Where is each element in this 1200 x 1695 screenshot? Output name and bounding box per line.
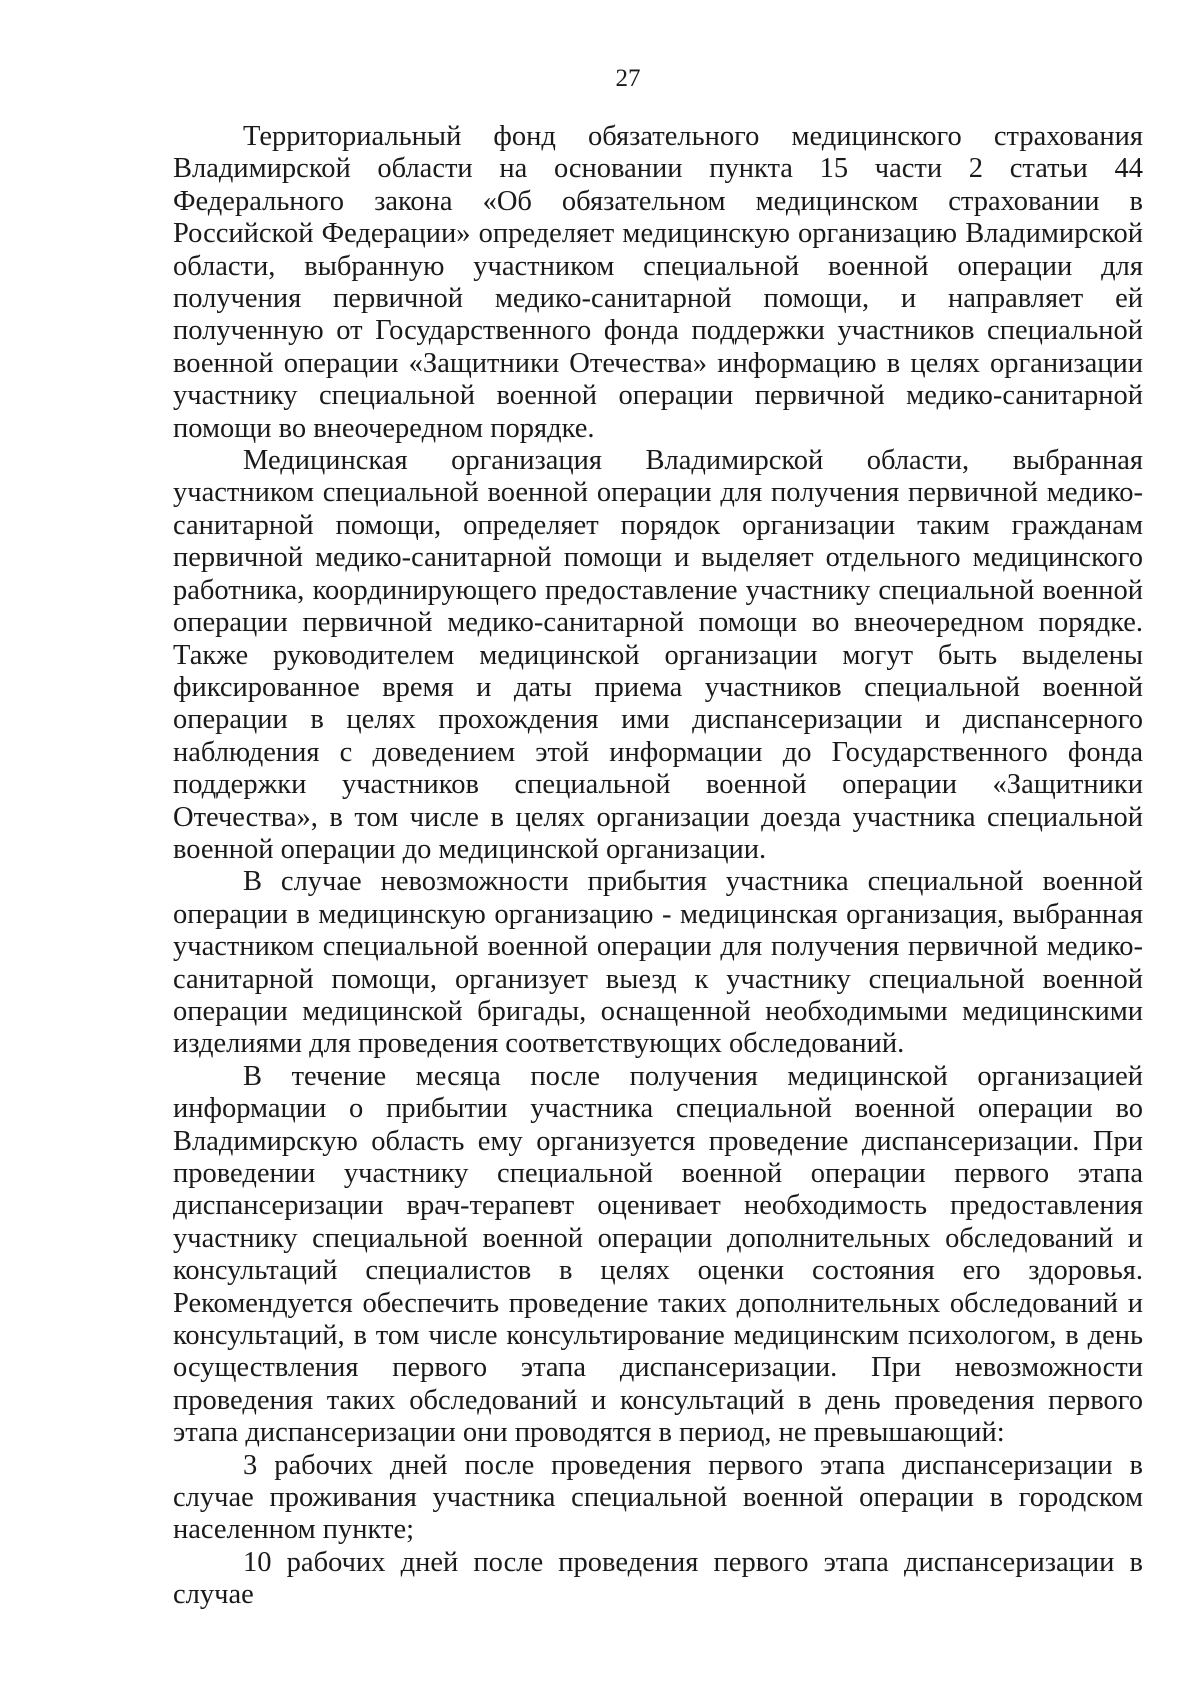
paragraph: Медицинская организация Владимирской области, выбранная участником специальной военной операции для получения первичной медико-санитарной помощи, определяет порядок организации таким гражданам первичной медико-санитарной помощи и выделяет отдельного медицинского работника, координирующего предоставление участнику специальной военной операции первичной медико-санитарной помощи во внеочередном порядке. Также руководителем медицинской организации могут быть выделены фиксированное время и даты приема участников специальной военной операции в целях прохождения ими диспансеризации и диспансерного наблюдения с доведением этой информации до Государственного фонда поддержки участников специальной военной операции «Защитники Отечества», в том числе в целях организации доезда участника специальной военной операции до медицинской организации. [173,445,1143,865]
paragraph: В течение месяца после получения медицинской организацией информации о прибытии участника специальной военной операции во Владимирскую область ему организуется проведение диспансеризации. При проведении участнику специальной военной операции первого этапа диспансеризации врач-терапевт оценивает необходимость предоставления участнику специальной военной операции дополнительных обследований и консультаций специалистов в целях оценки состояния его здоровья. Рекомендуется обеспечить проведение таких дополнительных обследований и консультаций, в том числе консультирование медицинским психологом, в день осуществления первого этапа диспансеризации. При невозможности проведения таких обследований и консультаций в день проведения первого этапа диспансеризации они проводятся в период, не превышающий: [173,1060,1143,1449]
paragraph: 3 рабочих дней после проведения первого этапа диспансеризации в случае проживания участника специальной военной операции в городском населенном пункте; [173,1449,1143,1546]
paragraph: Территориальный фонд обязательного медицинского страхования Владимирской области на основании пункта 15 части 2 статьи 44 Федерального закона «Об обязательном медицинском страховании в Российской Федерации» определяет медицинскую организацию Владимирской области, выбранную участником специальной военной операции для получения первичной медико-санитарной помощи, и направляет ей полученную от Государственного фонда поддержки участников специальной военной операции «Защитники Отечества» информацию в целях организации участнику специальной военной операции первичной медико-санитарной помощи во внеочередном порядке. [173,121,1143,444]
page-number: 27 [615,65,641,92]
paragraph: 10 рабочих дней после проведения первого этапа диспансеризации в случае [173,1546,1143,1611]
paragraph: В случае невозможности прибытия участника специальной военной операции в медицинскую организацию - медицинская организация, выбранная участником специальной военной операции для получения первичной медико-санитарной помощи, организует выезд к участнику специальной военной операции медицинской бригады, оснащенной необходимыми медицинскими изделиями для проведения соответствующих обследований. [173,866,1143,1060]
document-body [173,121,1143,1612]
